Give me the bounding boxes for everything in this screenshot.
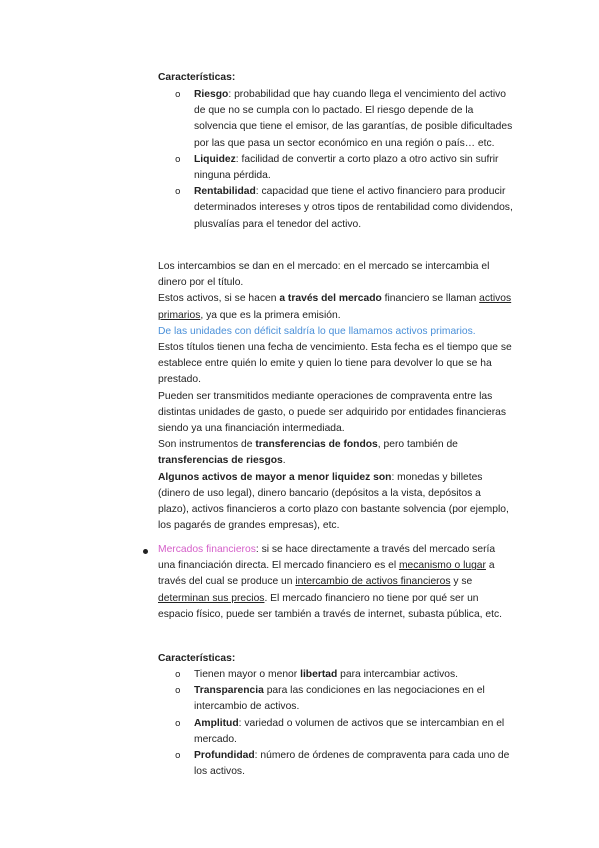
body-text <box>158 259 512 534</box>
hollow-bullet-icon: o <box>175 670 181 680</box>
hollow-bullet-icon: o <box>175 686 181 697</box>
list-item-libertad: o Tienen mayor o menor libertad para intercambiar activos. <box>194 667 516 683</box>
paragraph-intercambios: Los intercambios se dan en el mercado: en el mercado se intercambia el dinero por el título. <box>158 261 490 289</box>
hollow-bullet-icon: o <box>175 90 181 100</box>
term-rentabilidad: Rentabilidad <box>194 186 256 198</box>
list-item-liquidez: o Liquidez: facilidad de convertir a corto plazo a otro activo sin sufrir ninguna pérdida. <box>175 153 499 182</box>
list-item-profundidad: o Profundidad: número de órdenes de compraventa para cada uno de los activos. <box>175 750 510 778</box>
paragraph-activos-primarios: Estos activos, si se hacen a través del mercado financiero se llaman activos primarios, ya que es la primera emisión. <box>158 293 512 321</box>
bullet-icon <box>143 549 148 554</box>
paragraph-deficit-note: De las unidades con déficit saldría lo que llamamos activos primarios. <box>158 325 476 337</box>
list-item-transparencia: o Transparencia para las condiciones en las negociaciones en el intercambio de activos. <box>175 685 485 713</box>
hollow-bullet-icon: o <box>175 751 181 762</box>
paragraph-instrumentos: Son instrumentos de transferencias de fondos, pero también de transferencias de riesgos. <box>158 439 458 467</box>
term-liquidez: Liquidez <box>194 153 236 165</box>
text-rentabilidad: capacidad que tiene el activo financiero para producir determinados intereses y otros tipos de rentabilidad como dividendos, plusvalías para el tenedor del activo. <box>194 186 513 230</box>
characteristics-list-2 <box>175 667 516 780</box>
list-item-amplitud: o Amplitud: variedad o volumen de activos que se intercambian en el mercado. <box>175 717 505 745</box>
characteristics-list-1 <box>175 87 516 233</box>
hollow-bullet-icon: o <box>175 154 181 165</box>
term-riesgo: Riesgo <box>194 89 229 100</box>
term-mercados-financieros: Mercados financieros <box>158 544 256 555</box>
paragraph-transmitidos: Pueden ser transmitidos mediante operaciones de compraventa entre las distintas unidades de gasto, o puede ser adquirido por entidades financieras siendo ya una financiación intermediada. <box>158 390 507 435</box>
paragraph-vencimiento: Estos títulos tienen una fecha de vencimiento. Esta fecha es el tiempo que se establece entre quién lo emite y quien lo tiene para devolver lo que se ha prestado. <box>158 342 512 386</box>
text-liquidez: facilidad de convertir a corto plazo a otro activo sin sufrir ninguna pérdida. <box>194 153 499 182</box>
list-item-rentabilidad: o Rentabilidad: capacidad que tiene el activo financiero para producir determinados intereses y otros tipos de rentabilidad como dividendos, plusvalías para el tenedor del activo. <box>175 186 513 230</box>
paragraph-mercados-financieros: Mercados financieros: si se hace directamente a través del mercado sería una financiación directa. El mercado financiero es el mecanismo o lugar a través del cual se produce un intercambio de activos financieros y se determinan sus precios. El mercado financiero no tiene por qué ser un espacio físico, puede ser también a través de internet, subasta pública, etc. <box>158 544 503 620</box>
paragraph-liquidez-orden: Algunos activos de mayor a menor liquidez son: monedas y billetes (dinero de uso legal), dinero bancario (depósitos a la vista, depósitos a plazo), activos financieros a corto plazo con bastante solvencia (por ejemplo, los pagarés de grandes empresas), etc. <box>158 471 509 532</box>
hollow-bullet-icon: o <box>175 187 181 198</box>
text-riesgo: probabilidad que hay cuando llega el vencimiento del activo de que no se cumpla con lo pactado. El riesgo depende de la solvencia que tiene el emisor, de las garantías, de posible dificultades por las que pasa un sector económico en una región o país… etc. <box>194 89 513 149</box>
characteristics-heading-1: Características: <box>158 72 236 83</box>
hollow-bullet-icon: o <box>175 718 181 729</box>
list-item-riesgo: o Riesgo: probabilidad que hay cuando llega el vencimiento del activo de que no se cumpla con lo pactado. El riesgo depende de la solvencia que tiene el emisor, de las garantías, de posible dificultades por las que pasa un sector económico en una región o país… etc. <box>175 89 513 149</box>
characteristics-heading-2: Características: <box>158 653 236 664</box>
